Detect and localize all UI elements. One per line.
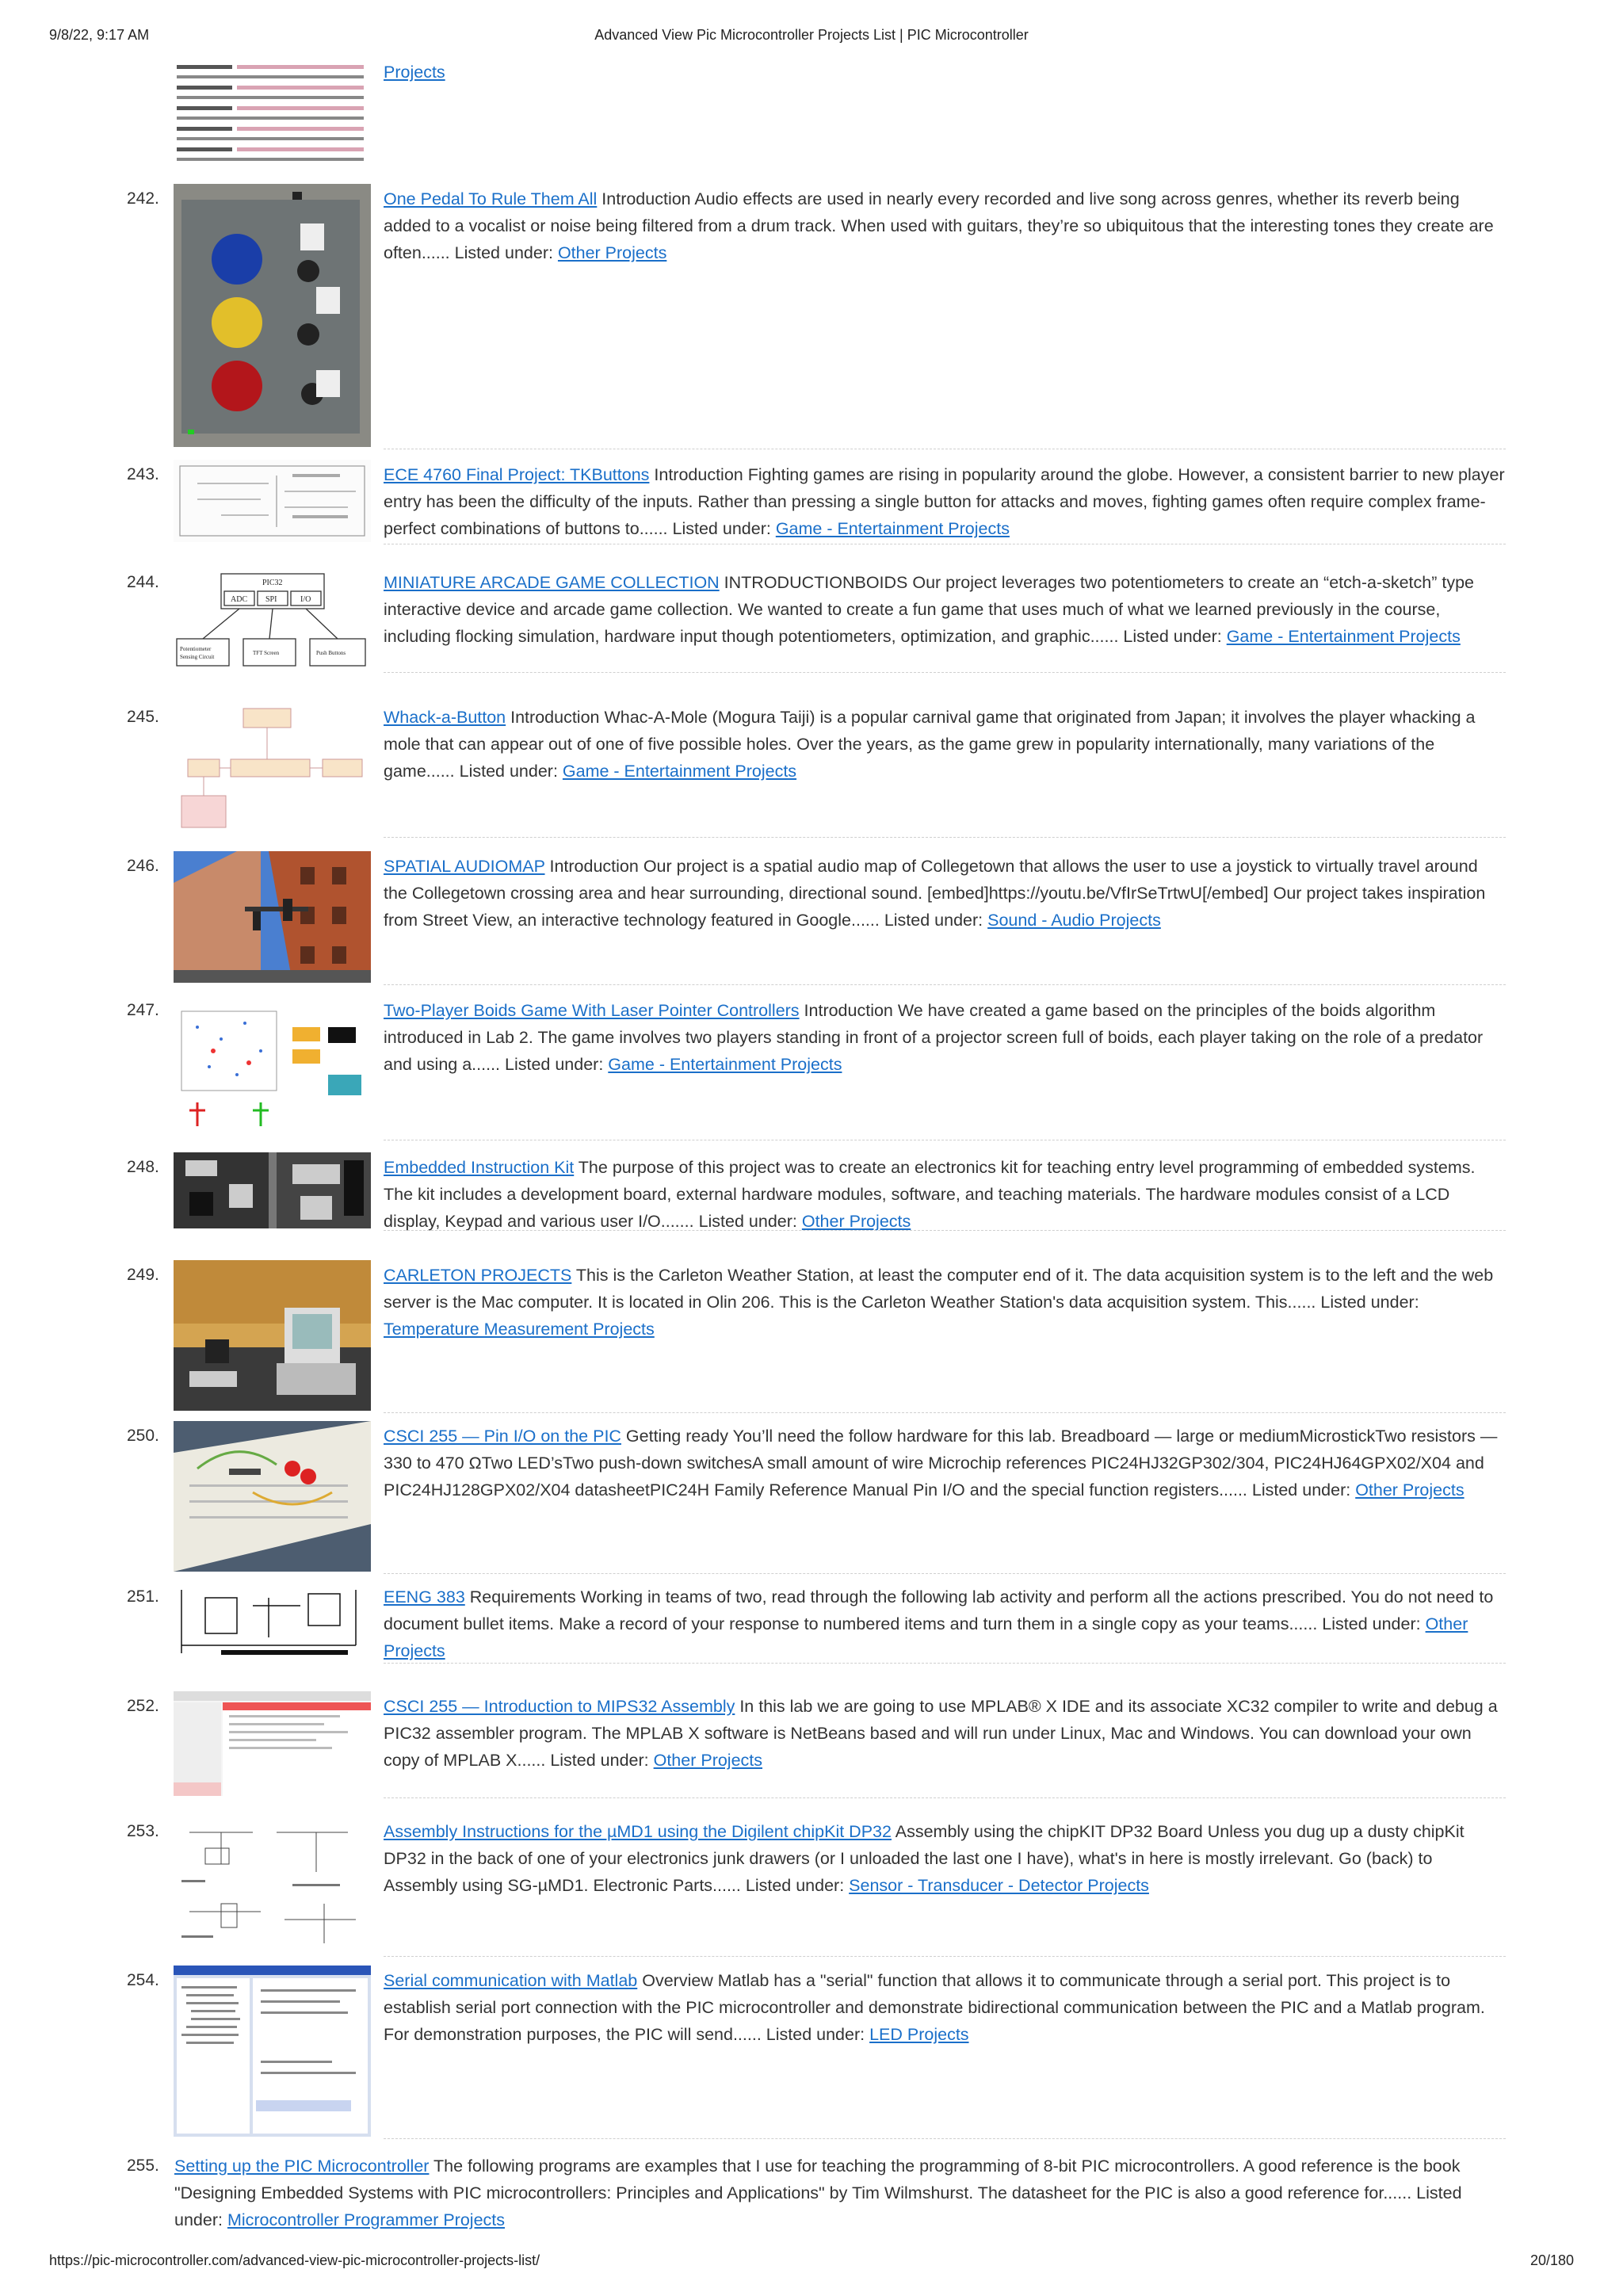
item-separator: [384, 2138, 1506, 2139]
listed-under-label: Listed under:: [884, 911, 983, 930]
project-title-link[interactable]: CSCI 255 — Pin I/O on the PIC: [384, 1427, 621, 1446]
item-text: [384, 704, 1506, 785]
item-text: [384, 1693, 1506, 1774]
item-separator: [384, 1573, 1506, 1574]
item-separator: [384, 984, 1506, 985]
project-description: Assembly using the chipKIT DP32 Board Unless you dug up a dusty chipKit DP32 in the back of one of your electronics junk drawers (or I unloaded the last one I have), what's in here is mostly irrelevant. Go (back) to Assembly using SG-µMD1. Electronic Parts......: [384, 1822, 1465, 1895]
category-link[interactable]: Other Projects: [384, 1614, 1468, 1660]
item-text: [384, 461, 1506, 542]
category-link[interactable]: Game - Entertainment Projects: [1226, 627, 1461, 646]
listed-under-label: Listed under:: [1322, 1614, 1421, 1633]
category-link[interactable]: Temperature Measurement Projects: [384, 1320, 655, 1339]
project-title-link[interactable]: CARLETON PROJECTS: [384, 1266, 572, 1285]
item-separator: [384, 1956, 1506, 1957]
project-description: Introduction Audio effects are used in nearly every recorded and live song across genres, whether its reverb being added to a vocalist or noise being filtered from a drum track. When used with guitars, they’re so ubiquitous that the interesting tones they create are often......: [384, 189, 1494, 262]
listed-under-label: Listed under:: [174, 2183, 1462, 2229]
ide-screenshot-icon[interactable]: [174, 1691, 371, 1796]
print-page-title: Advanced View Pic Microcontroller Projects List | PIC Microcontroller: [594, 27, 1029, 43]
project-title-link[interactable]: EENG 383: [384, 1587, 465, 1606]
project-title-link[interactable]: MINIATURE ARCADE GAME COLLECTION: [384, 573, 720, 592]
project-description: Introduction Our project is a spatial audio map of Collegetown that allows the user to use a joystick to virtually travel around the Collegetown crossing area and hear surrounding, directional sound. [embed]https://youtu.be/VfIrSeTrtwU[/embed] Our project takes inspiration from Street View, an interactive technology featured in Google......: [384, 857, 1486, 930]
project-title-link[interactable]: Setting up the PIC Microcontroller: [174, 2157, 430, 2176]
flow-diagram-icon[interactable]: [174, 702, 371, 835]
project-title-link[interactable]: One Pedal To Rule Them All: [384, 189, 598, 208]
circuit-icon[interactable]: [174, 1582, 371, 1661]
category-link[interactable]: Other Projects: [801, 1212, 911, 1231]
item-separator: [384, 1797, 1506, 1798]
svg-text:I/O: I/O: [300, 595, 311, 604]
item-separator: [384, 837, 1506, 838]
listed-under-label: Listed under:: [745, 1876, 845, 1895]
computer-photo-icon[interactable]: [174, 1260, 371, 1411]
item-text: [384, 1423, 1506, 1503]
spreadsheet-thumbnail-icon: [174, 59, 371, 166]
listed-under-label: Listed under:: [459, 762, 558, 781]
svg-text:Sensing Circuit: Sensing Circuit: [180, 654, 215, 660]
project-description: The following programs are examples that I use for teaching the programming of 8-bit PIC microcontrollers. A good reference is the book "Designing Embedded Systems with PIC microcontrollers: Principles and Applications" by Tim Wilmshurst. The datasheet for the PIC is also a good reference for......: [174, 2157, 1461, 2202]
item-text: [384, 853, 1506, 934]
project-description: Requirements Working in teams of two, read through the following lab activity and perform all the actions prescribed. You do not need to document bullet items. Make a record of your response to numbered items and turn them in a single copy as your teams......: [384, 1587, 1494, 1633]
project-title-link[interactable]: ECE 4760 Final Project: TKButtons: [384, 465, 650, 484]
project-description: This is the Carleton Weather Station, at least the computer end of it. The data acquisition system is to the left and the web server is the Mac computer. It is located in Olin 206. This is the Carleton Weather Station's data acquisition system. This......: [384, 1266, 1494, 1312]
item-number: 253.: [127, 1822, 159, 1840]
item-text: [384, 1967, 1506, 2048]
category-link[interactable]: Sound - Audio Projects: [987, 911, 1161, 930]
project-description: Introduction Fighting games are rising in popularity around the globe. However, a consistent barrier to new player entry has been the difficulty of the inputs. Rather than pressing a single button for attacks and moves, fighting games often require complex frame-perfect combinations of buttons to......: [384, 465, 1505, 538]
category-link[interactable]: Microcontroller Programmer Projects: [227, 2210, 506, 2229]
print-header: [0, 27, 1623, 51]
schematic-sheet-icon[interactable]: [174, 1817, 371, 1954]
item-number: 245.: [127, 708, 159, 726]
item-number: 249.: [127, 1266, 159, 1284]
print-footer: [0, 2252, 1623, 2276]
item-number: 248.: [127, 1158, 159, 1176]
listed-under-label: Listed under:: [505, 1055, 604, 1074]
project-description: The purpose of this project was to create an electronics kit for teaching entry level programming of embedded systems. The kit includes a development board, external hardware modules, software, and teaching materials. The hardware modules consist of a LCD display, Keypad and various user I/O.......: [384, 1158, 1476, 1231]
window-screenshot-icon[interactable]: [174, 1966, 371, 2137]
item-text: [384, 185, 1506, 266]
item-number: 252.: [127, 1697, 159, 1715]
item-text: [384, 1154, 1506, 1235]
block-diagram-icon[interactable]: [174, 567, 371, 670]
listed-under-label: Listed under:: [672, 519, 771, 538]
project-title-link[interactable]: Whack-a-Button: [384, 708, 506, 727]
item-number: 247.: [127, 1001, 159, 1019]
item-text: [384, 997, 1506, 1078]
schematic-icon[interactable]: [174, 460, 371, 542]
listed-under-label: Listed under:: [698, 1212, 797, 1231]
category-link[interactable]: Game - Entertainment Projects: [608, 1055, 842, 1074]
project-title-link[interactable]: SPATIAL AUDIOMAP: [384, 857, 545, 876]
breadboard-photo-icon[interactable]: [174, 1421, 371, 1572]
item-text: [384, 1818, 1506, 1899]
category-link[interactable]: LED Projects: [869, 2025, 969, 2044]
item-text: [384, 1584, 1506, 1664]
category-link[interactable]: Game - Entertainment Projects: [562, 762, 797, 781]
project-description: In this lab we are going to use MPLAB® X IDE and its associate XC32 compiler to write and debug a PIC32 assembler program. The MPLAB X software is NetBeans based and will run under Linux, Mac and Windows. You can download your own copy of MPLAB X......: [384, 1697, 1498, 1770]
project-title-link[interactable]: Assembly Instructions for the µMD1 using the Digilent chipKit DP32: [384, 1822, 892, 1841]
print-datetime: 9/8/22, 9:17 AM: [49, 27, 150, 43]
item-number: 243.: [127, 465, 159, 483]
pedal-photo-icon[interactable]: [174, 184, 371, 447]
item-text: [384, 1262, 1506, 1343]
category-link[interactable]: Other Projects: [1355, 1480, 1465, 1499]
svg-text:TFT Screen: TFT Screen: [253, 650, 280, 656]
item-number: 246.: [127, 857, 159, 875]
item-separator: [384, 1412, 1506, 1413]
project-title-link[interactable]: Two-Player Boids Game With Laser Pointer Controllers: [384, 1001, 800, 1020]
category-link[interactable]: Other Projects: [557, 243, 667, 262]
project-title-link[interactable]: Embedded Instruction Kit: [384, 1158, 575, 1177]
item-number: 244.: [127, 573, 159, 591]
item-number: 251.: [127, 1587, 159, 1606]
item-text: [174, 2153, 1506, 2233]
svg-text:SPI: SPI: [265, 595, 277, 604]
listed-under-label: Listed under:: [766, 2025, 865, 2044]
item-text: [384, 569, 1506, 650]
listed-under-label: Listed under:: [1251, 1480, 1351, 1499]
svg-text:Potentiometer: Potentiometer: [180, 646, 212, 652]
item-number: 255.: [127, 2157, 159, 2175]
item-separator: [384, 1230, 1506, 1231]
svg-text:PIC32: PIC32: [262, 579, 283, 587]
listed-under-label: Listed under:: [454, 243, 553, 262]
item-number: 254.: [127, 1971, 159, 1989]
street-photo-icon[interactable]: [174, 851, 371, 983]
listed-under-label: Listed under:: [1123, 627, 1222, 646]
list-item-fragment: [0, 52, 1623, 171]
category-link[interactable]: Game - Entertainment Projects: [775, 519, 1010, 538]
project-description: Getting ready You’ll need the follow hardware for this lab. Breadboard — large or mediumMicrostickTwo resistors — 330 to 470 ΩTwo LED’sTwo push-down switchesA small amount of wire Microchip references PIC24HJ32GP302/304, PIC24HJ64GPX02/X04 and PIC24HJ128GPX02/X04 datasheetPIC24H Family Reference Manual Pin I/O and the special function registers......: [384, 1427, 1498, 1499]
game-diagram-icon[interactable]: [174, 995, 371, 1138]
category-link[interactable]: Projects: [384, 63, 445, 82]
item-separator: [384, 1663, 1506, 1664]
listed-under-label: Listed under:: [1320, 1293, 1419, 1312]
listed-under-label: Listed under:: [550, 1751, 649, 1770]
print-url: https://pic-microcontroller.com/advanced-view-pic-microcontroller-projects-list/: [49, 2252, 540, 2268]
category-link[interactable]: Other Projects: [653, 1751, 763, 1770]
project-title-link[interactable]: Serial communication with Matlab: [384, 1971, 638, 1990]
project-description: Introduction Whac-A-Mole (Mogura Taiji) is a popular carnival game that originated from Japan; it involves the player whacking a mole that can appear out of one of five possible holes. Over the years, as the game grew in popularity internationally, many variations of the game......: [384, 708, 1476, 781]
project-title-link[interactable]: CSCI 255 — Introduction to MIPS32 Assembly: [384, 1697, 735, 1716]
project-description: INTRODUCTIONBOIDS Our project leverages two potentiometers to create an “etch-a-sketch” type interactive device and arcade game collection. We wanted to create a fun game that uses much of what we learned previously in the course, including flocking simulation, hardware input though potentiometers, optimization, and graphic......: [384, 573, 1475, 646]
project-description: Overview Matlab has a "serial" function that allows it to communicate through a serial port. This project is to establish serial port connection with the PIC microcontroller and demonstrate bidirectional communication between the PIC and a Matlab program. For demonstration purposes, the PIC will send......: [384, 1971, 1485, 2044]
board-photo-icon[interactable]: [174, 1152, 371, 1228]
item-number: 250.: [127, 1427, 159, 1445]
item-number: 242.: [127, 189, 159, 208]
svg-text:Push Buttons: Push Buttons: [316, 650, 346, 656]
category-link[interactable]: Sensor - Transducer - Detector Projects: [849, 1876, 1149, 1895]
svg-text:ADC: ADC: [231, 595, 248, 604]
print-page-number: 20/180: [1529, 2252, 1574, 2268]
project-description: Introduction We have created a game based on the principles of the boids algorithm introduced in Lab 2. The game involves two players standing in front of a projector screen full of boids, each player taking on the role of a predator and using a......: [384, 1001, 1484, 1074]
item-separator: [384, 672, 1506, 673]
